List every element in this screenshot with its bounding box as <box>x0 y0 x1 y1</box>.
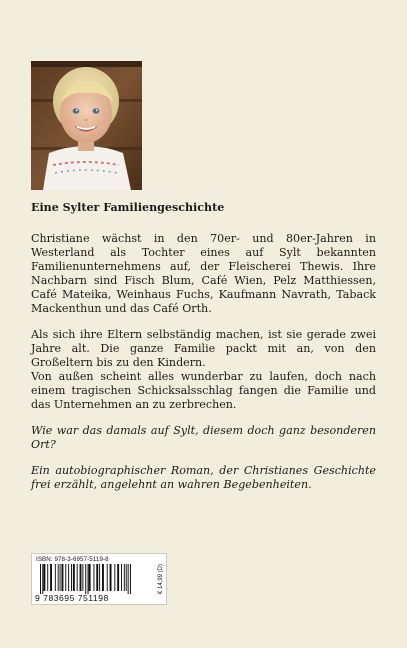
blurb-paragraph-1: Christiane wächst in den 70er- und 80er-Jahren in Westerland als Tochter eines auf Sylt bekannten Familienunternehmens auf, der Fleischerei Thewis. Ihre Nachbarn sind Fisch Blum, Café Wien, Pelz Matthiessen, Café Mateika, Weinhaus Fuchs, Kaufmann Navrath, Taback Mackenthun und das Café Orth. <box>31 232 376 315</box>
child-photo <box>31 61 142 190</box>
blurb-heading: Eine Sylter Familiengeschichte <box>31 201 225 214</box>
isbn-label: ISBN: 978-3-6957-5119-8 <box>36 556 109 563</box>
blurb-paragraph-2: Als sich ihre Eltern selbständig machen, ist sie gerade zwei Jahre alt. Die ganze Familie packt mit an, von den Großeltern bis zu den Kindern. <box>31 328 376 369</box>
price-label: € 14,99 (D) <box>157 563 164 595</box>
blurb-question: Wie war das damals auf Sylt, diesem doch ganz besonderen Ort? <box>31 424 376 451</box>
blurb-closing: Ein autobiographischer Roman, der Christianes Geschichte frei erzählt, angelehnt an wahren Begebenheiten. <box>31 464 376 491</box>
blurb-text <box>31 201 376 492</box>
barcode-bars <box>36 564 148 594</box>
price-label-wrapper <box>156 557 165 601</box>
isbn-barcode <box>31 553 167 605</box>
blurb-paragraph-3: Von außen scheint alles wunderbar zu laufen, doch nach einem tragischen Schicksalsschlag fangen die Familie und das Unternehmen an zu zerbrechen. <box>31 370 376 411</box>
child-portrait-image <box>31 61 142 190</box>
barcode-digits: 9 783695 751198 <box>35 593 109 603</box>
